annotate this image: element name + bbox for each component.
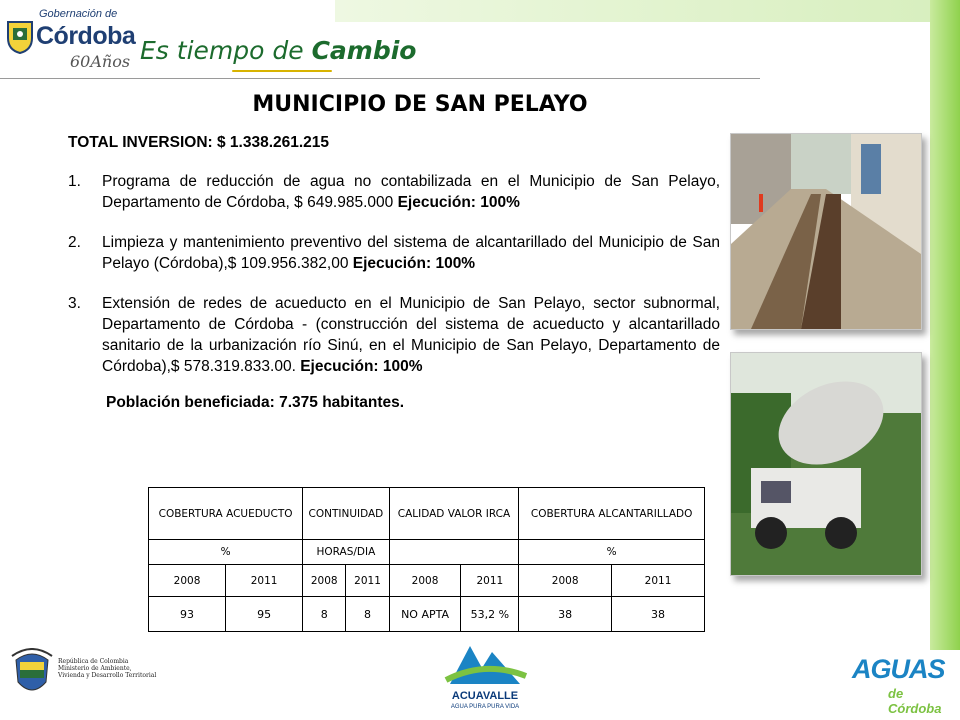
slogan [140,36,416,65]
value-cell: 95 [226,597,303,632]
investment-content [68,132,720,413]
acuavalle-wave-icon [440,640,530,690]
header-divider [0,78,760,79]
vivienda-line: Vivienda y Desarrollo Territorial [58,672,157,679]
item-number: 3. [68,295,81,312]
value-cell: 8 [303,597,346,632]
value-cell: 38 [519,597,612,632]
ministerio-line: Ministerio de Ambiente, [58,665,132,672]
org-line-1: Gobernación de [39,8,118,20]
item-text: Programa de reducción de agua no contabilizada en el Municipio de San Pelayo, Departamento de Córdoba, $ 649.985.000 [102,173,720,211]
page-title: MUNICIPIO DE SAN PELAYO [252,92,588,117]
item-text: Extensión de redes de acueducto en el Municipio de San Pelayo, sector subnormal, Departamento de Córdoba - (construcción del sistema de acueducto y alcantarillado sanitario de la urbanización río Sinú, en el Municipio de San Pelayo, Departamento de Córdoba),$ 578.319.833.00. [102,295,720,375]
cordoba-shield-icon [6,20,34,54]
value-cell: 93 [149,597,226,632]
item-number: 1. [68,173,81,190]
aguas-sub: de Córdoba [888,686,942,716]
street-works-photo [730,133,922,330]
slogan-part-2: Cambio [311,36,417,65]
aguas-de-cordoba-logo [848,652,952,720]
item-number: 2. [68,234,81,251]
aguas-word: AGUAS [852,654,945,684]
gobernacion-logo [6,6,136,74]
total-investment: TOTAL INVERSION: $ 1.338.261.215 [68,134,330,151]
year-cell: 2008 [389,565,461,597]
top-decor-band [335,0,930,22]
item-text: Limpieza y mantenimiento preventivo del sistema de alcantarillado del Municipio de San Pelayo (Córdoba),$ 109.956.382,00 [102,234,720,272]
header-cobertura-alcantarillado: COBERTURA ALCANTARILLADO [519,488,705,540]
year-cell: 2011 [461,565,519,597]
unit-cell [389,540,519,565]
unit-cell: % [149,540,303,565]
value-cell: 53,2 % [461,597,519,632]
republica-line: República de Colombia [58,658,129,665]
beneficiary-population: Población beneficiada: 7.375 habitantes. [106,394,405,411]
year-cell: 2011 [346,565,389,597]
colombia-coat-of-arms-icon [10,648,54,700]
right-decor-strip [930,0,960,650]
unit-cell: % [519,540,705,565]
vacuum-truck-photo [730,352,922,576]
project-list [68,171,720,377]
acuavalle-name: ACUAVALLE [451,690,519,702]
table-value-row [149,597,705,632]
project-item [68,232,720,274]
value-cell: 8 [346,597,389,632]
value-cell: NO APTA [389,597,461,632]
year-cell: 2008 [303,565,346,597]
project-item [68,293,720,377]
year-cell: 2008 [149,565,226,597]
header-cobertura-acueducto: COBERTURA ACUEDUCTO [149,488,303,540]
header-continuidad: CONTINUIDAD [303,488,390,540]
table-year-row [149,565,705,597]
ministerio-text [58,658,156,679]
acuavalle-logo [440,640,530,715]
ministerio-logo [10,646,210,706]
year-cell: 2011 [226,565,303,597]
acuavalle-tagline: AGUA PURA PURA VIDA [450,704,520,710]
table-unit-row [149,540,705,565]
item-execution: Ejecución: 100% [300,358,423,375]
vacuum-truck-image [731,353,921,575]
anniversary-mark: 60Años [70,52,131,71]
year-cell: 2011 [612,565,705,597]
item-execution: Ejecución: 100% [397,194,520,211]
coverage-table [148,487,705,632]
item-execution: Ejecución: 100% [352,255,476,272]
value-cell: 38 [612,597,705,632]
unit-cell: HORAS/DIA [303,540,390,565]
slogan-part-1: Es tiempo de [140,36,312,65]
header-calidad-irca: CALIDAD VALOR IRCA [389,488,519,540]
street-works-image [731,134,921,329]
org-line-2: Córdoba [36,22,136,50]
table-header-row [149,488,705,540]
year-cell: 2008 [519,565,612,597]
project-item [68,171,720,213]
slogan-underline [232,70,332,72]
